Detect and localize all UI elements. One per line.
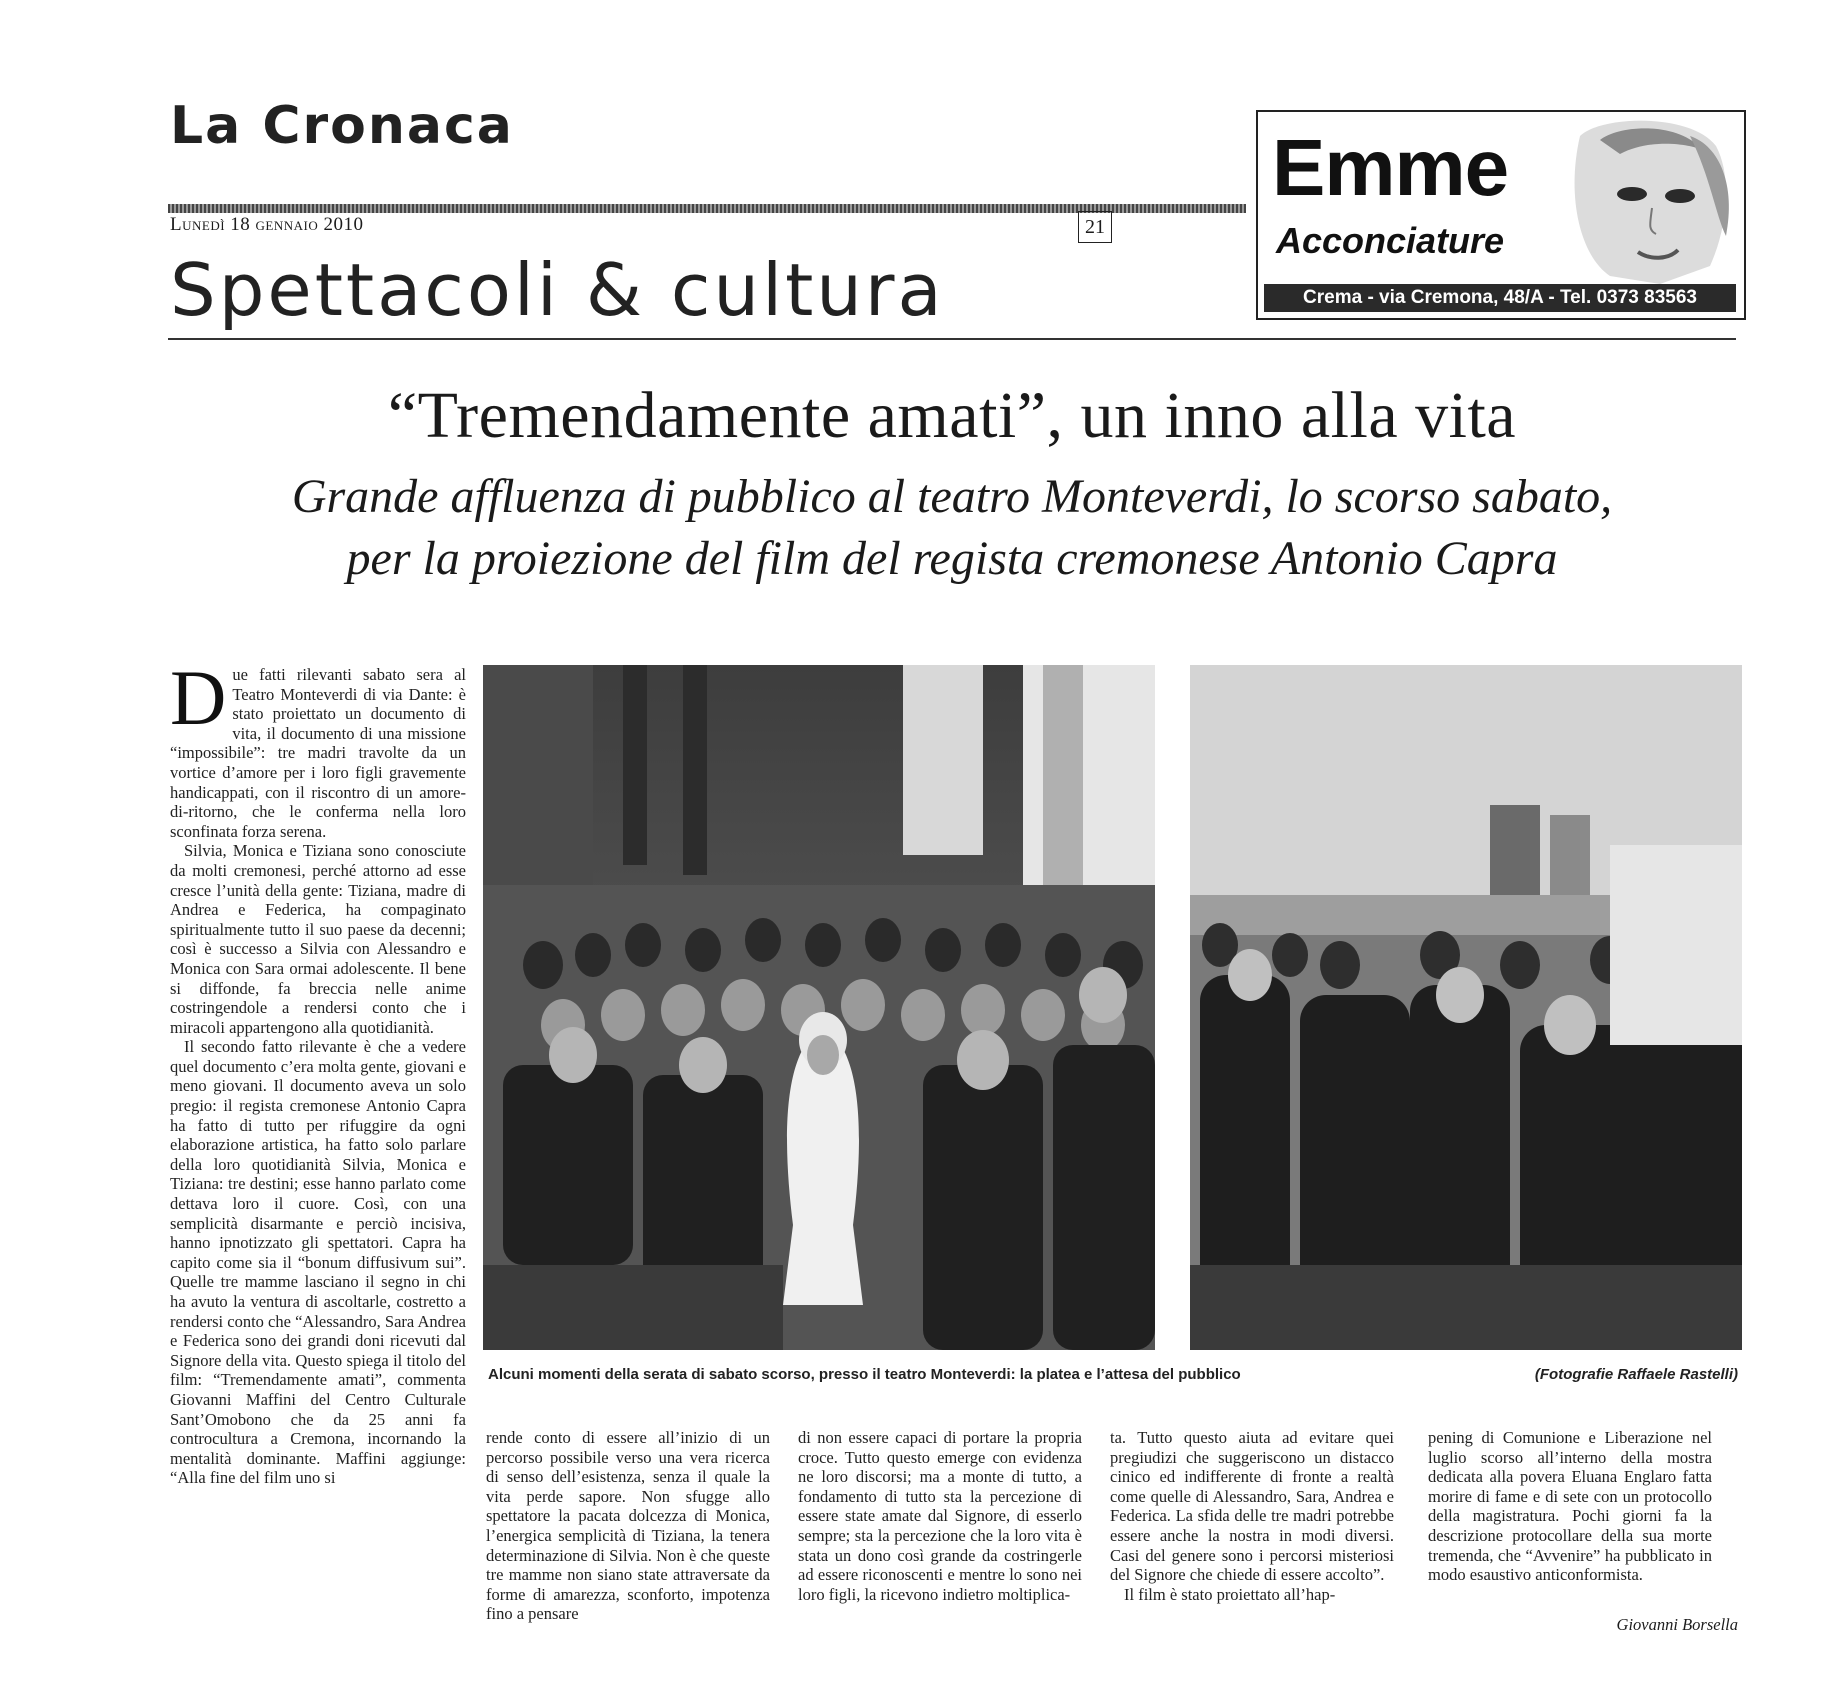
- paragraph-text: ue fatti rilevanti sabato sera al Teatro Monteverdi di via Dante: è stato proiettato un documento di vita, il documento di una missione “impossibile”: tre madri travolte da un vortice d’amore per i loro figli gravemente handicappati, con il riscontro di un amore-di-ritorno, che le conferma nella loro sconfinata forza serena.: [170, 665, 466, 841]
- photo-credit: (Fotografie Raffaele Rastelli): [1534, 1366, 1738, 1383]
- photo-caption: Alcuni momenti della serata di sabato scorso, presso il teatro Monteverdi: la platea e l’attesa del pubblico: [488, 1366, 1241, 1383]
- article-paragraph: [170, 654, 466, 841]
- advertisement-box: [1256, 110, 1746, 320]
- ad-contact: Crema - via Cremona, 48/A - Tel. 0373 83563: [1264, 284, 1736, 312]
- article-paragraph: pening di Comunione e Liberazione nel luglio scorso all’interno della mostra dedicata alla povera Eluana Englaro fatta morire di fame e di sete con un protocollo della magistratura. Pochi giorni fa la descrizione protocollare della sua morte tremenda, che “Avvenire” ha pubblicato in modo esaustivo anticonformista.: [1428, 1428, 1712, 1585]
- theater-audience-photo: [483, 665, 1155, 1350]
- article-column-4: [1110, 1428, 1394, 1604]
- page-number: 21: [1078, 211, 1112, 243]
- subheadline-line-1: Grande affluenza di pubblico al teatro Monteverdi, lo scorso sabato,: [291, 470, 1613, 523]
- article-subheadline: [168, 466, 1736, 590]
- article-paragraph: Silvia, Monica e Tiziana sono conosciute da molti cremonesi, perché attorno ad esse cresce l’unità della gente: Tiziana, madre di Andrea e Federica, ha compaginato spiritualmente tutto il suo paese da decenni; così è successo a Silvia con Alessandro e Monica con Sara ormai adolescente. Il bene si diffonde, fa breccia nelle anime costringendole a rendersi conto che i miracoli appartengono alla quotidianità.: [170, 841, 466, 1037]
- theater-audience-photo-icon: [483, 665, 1155, 1350]
- publication-date: Lunedì 18 gennaio 2010: [170, 214, 364, 235]
- article-paragraph: rende conto di essere all’inizio di un percorso possibile verso una vera ricerca di senso dell’esistenza, senza il quale la vita perde sapore. Non sfugge allo spettatore la pacata dolcezza di Monica, l’energica semplicità di Tiziana, la tenera determinazione di Silvia. Non è che queste tre mamme non siano state attraversate da forme di amarezza, sconforto, impotenza fino a pensare: [486, 1428, 770, 1624]
- woman-face-illustration-icon: [1540, 116, 1736, 284]
- subheadline-line-2: per la proiezione del film del regista cremonese Antonio Capra: [346, 532, 1558, 585]
- article-headline: “Tremendamente amati”, un inno alla vita: [387, 379, 1517, 452]
- article-paragraph: di non essere capaci di portare la propria croce. Tutto questo emerge con evidenza ne loro discorsi; ma a monte di tutto, a fondamento di tutto sta la percezione di essere state amate dal Signore, di esserlo sempre; sta la percezione che la loro vita è stata un dono così grande da costringerle ad essere riconoscenti e mentre lo sono nei loro figli, la ricevono indietro moltiplica-: [798, 1428, 1082, 1604]
- drop-cap: D: [170, 654, 227, 741]
- article-column-3: [798, 1428, 1082, 1604]
- masthead: La Cronaca: [170, 96, 514, 156]
- article-column-2: [486, 1428, 770, 1624]
- section-rule: [168, 338, 1736, 340]
- author-signature: Giovanni Borsella: [1616, 1615, 1738, 1634]
- crowd-waiting-photo: [1190, 665, 1742, 1350]
- article-paragraph: Il secondo fatto rilevante è che a vedere quel documento c’era molta gente, giovani e meno giovani. Il documento aveva un solo pregio: il regista cremonese Antonio Capra ha fatto di tutto per rifuggire da ogni elaborazione artistica, ha fatto solo parlare della loro quotidianità Silvia, Monica e Tiziana: tre destini; esse hanno parlato come dettava loro il cuore. Così, con una semplicità disarmante e perciò incisiva, hanno ipnotizzato gli spettatori. Capra ha capito come sia il “bonum diffusivum sui”. Quelle tre mamme lasciano il segno in chi ha avuto la ventura di ascoltarle, costretto a rendersi conto che “Alessandro, Sara Andrea e Federica sono dei grandi doni ricevuti dal Signore della vita. Questo spiega il titolo del film: “Tremendamente amati”, commenta Giovanni Maffini del Centro Culturale Sant’Omobono che da 25 anni fa controcultura a Cremona, incornando la mentalità dominante. Maffini aggiunge: “Alla fine del film uno si: [170, 1037, 466, 1488]
- crowd-waiting-photo-icon: [1190, 665, 1742, 1350]
- article-column-1: [170, 654, 466, 1625]
- article-paragraph: ta. Tutto questo aiuta ad evitare quei pregiudizi che suggeriscono un distacco cinico ed indifferente di fronte a realtà come quelle di Alessandro, Sara, Andrea e Federica. La sfida delle tre madri potrebbe essere anche la nostra in modi diversi. Casi del genere sono i percorsi misteriosi del Signore che chiede di essere accolto”.: [1110, 1428, 1394, 1585]
- ad-subtitle: Acconciature: [1276, 220, 1505, 261]
- article-paragraph: Il film è stato proiettato all’hap-: [1124, 1584, 1336, 1604]
- section-title: Spettacoli & cultura: [170, 248, 945, 332]
- ad-brand: Emme: [1272, 123, 1509, 212]
- article-column-5: [1428, 1428, 1712, 1585]
